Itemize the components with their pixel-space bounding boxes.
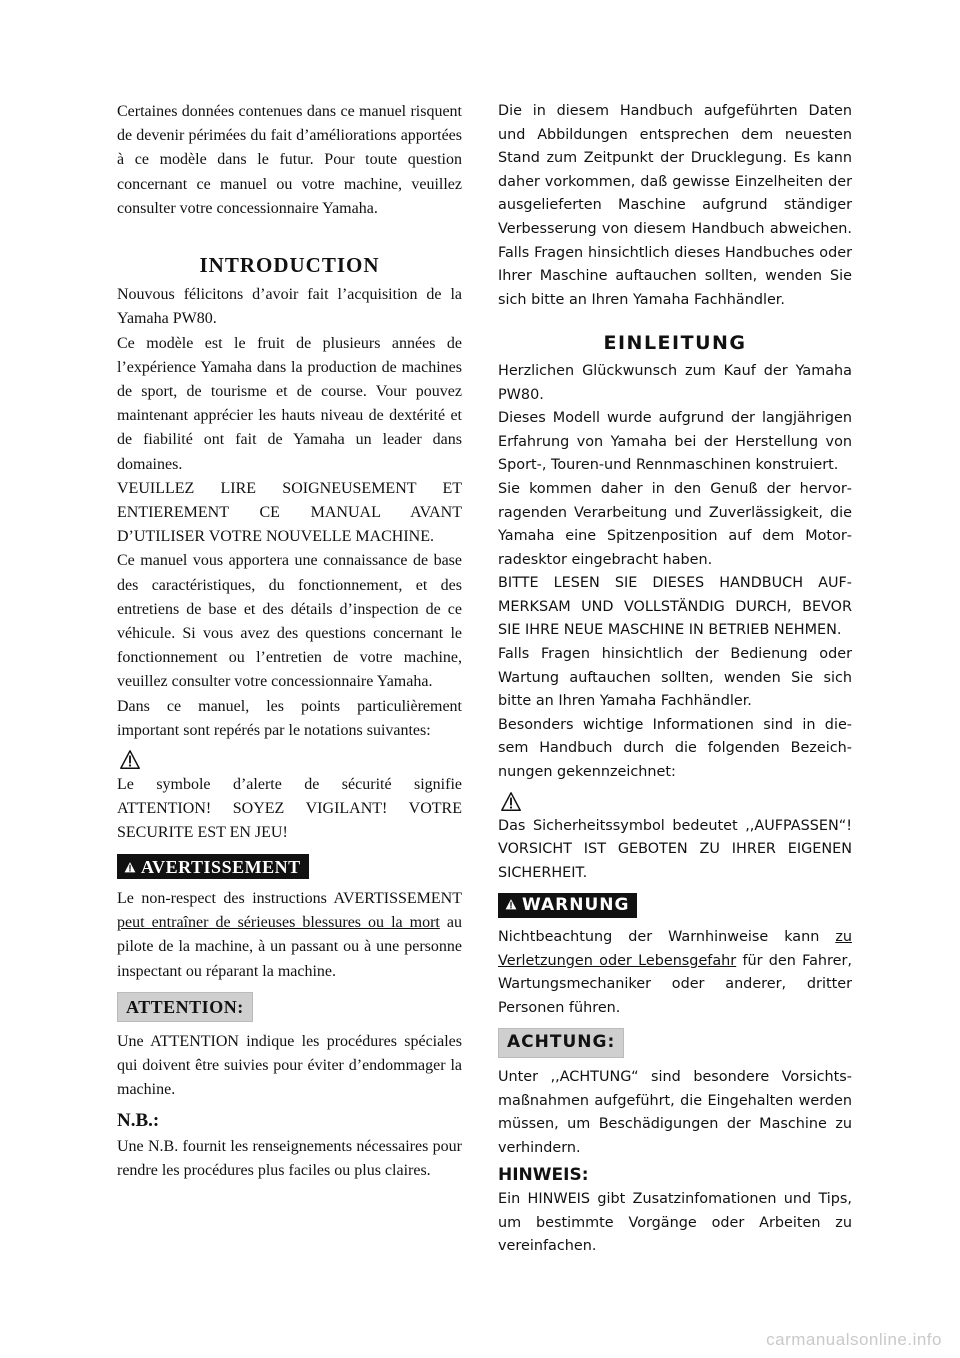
fr-paragraph-congrats: Nouvous félicitons d’avoir fait l’acquisition de la Yamaha PW80. bbox=[117, 286, 462, 328]
de-paragraph-experience: Dieses Modell wurde aufgrund der langjährigen Erfahrung von Yamaha bei der Herstellung von Sport-, Touren-und Rennmaschinen konstruiert. bbox=[498, 410, 852, 474]
fr-warning-label: AVERTISSEMENT bbox=[141, 856, 301, 877]
fr-warning-badge bbox=[117, 854, 309, 879]
de-paragraph-dealer: Falls Fragen hinsichtlich der Bedienung oder Wartung auftauchen sollten, wenden Sie sich bitte an Ihren Yamaha Fachhändler. bbox=[498, 646, 852, 710]
fr-nb-text: Une N.B. fournit les renseignements nécessaires pour rendre les procédures plus faciles ou plus claires. bbox=[117, 1137, 462, 1179]
de-safety-symbol-text: Das Sicherheitssymbol bedeutet ,,AUFPASSEN“! VORSICHT IST GEBOTEN ZU IHRER EIGENEN SICHERHEIT. bbox=[498, 817, 852, 881]
fr-warning-text-start: Le non-respect des instructions AVERTISSEMENT bbox=[117, 889, 462, 907]
safety-alert-icon bbox=[119, 749, 141, 771]
de-paragraph-quality: Sie kommen daher in den Genuß der hervorragenden Verarbeitung und Zuverlässigkeit, die Yamaha eine Spitzenposition auf dem Motorradesktor eingebracht haben. bbox=[498, 480, 852, 568]
fr-warning-text-underlined: peut entraîner de sérieuses blessures ou la mort bbox=[117, 914, 440, 932]
de-warning-text-underlined: zu Verletzungen oder Lebensgefahr bbox=[498, 929, 852, 969]
fr-warning-text bbox=[117, 887, 462, 984]
fr-paragraph-read-manual: VEUILLEZ LIRE SOIGNEUSEMENT ET ENTIEREMENT CE MANUAL AVANT D’UTILISER VOTRE NOUVELLE MACHINE. bbox=[117, 479, 462, 546]
fr-paragraph-manual-content: Ce manuel vous apportera une connaissance de base des caractéristiques, du fonctionnement, et des entretiens de base et des détails d’inspection de ce véhicule. Si vous avez des questions concernant le fonctionnement ou l’entretien de votre machine, veuillez consulter votre concessionnaire Yamaha. bbox=[117, 552, 462, 691]
de-paragraph-congrats: Herzlichen Glückwunsch zum Kauf der Yamaha PW80. bbox=[498, 362, 852, 403]
de-warning-label: WARNUNG bbox=[522, 895, 630, 916]
de-disclaimer: Die in diesem Handbuch aufgeführten Daten und Abbildungen entsprechen dem neuesten Stand zum Zeitpunkt der Drucklegung. Es kann daher vorkommen, daß gewisse Einzelheiten der ausgelieferten Maschine aufgrund ständiger Verbesserung von diesem Handbuch abweichen. Falls Fragen hinsichtlich dieses Handbuches oder Ihrer Maschine auftauchen sollten, wenden Sie sich bitte an Ihren Yamaha Fachhändler. bbox=[498, 103, 852, 308]
fr-paragraph-notations: Dans ce manuel, les points particulièrement important sont repérés par le notations suivantes: bbox=[117, 697, 462, 739]
de-warning-text-start: Nichtbeachtung der Warnhinweise kann bbox=[498, 929, 836, 945]
de-hinweis-text: Ein HINWEIS gibt Zusatzinfomationen und Tips, um bestimmte Vorgänge oder Arbeiten zu vereinfachen. bbox=[498, 1190, 852, 1255]
de-hinweis-label: HINWEIS: bbox=[498, 1165, 589, 1186]
fr-safety-symbol-text: Le symbole d’alerte de sécurité signifie ATTENTION! SOYEZ VIGILANT! VOTRE SECURITE EST EN JEU! bbox=[117, 776, 462, 842]
de-paragraph-read-manual: BITTE LESEN SIE DIESES HANDBUCH AUFMERKSAM UND VOLLSTÄNDIG DURCH, BEVOR SIE IHRE NEUE MASCHINE IN BETRIEB NEHMEN. bbox=[498, 575, 852, 639]
fr-disclaimer: Certaines données contenues dans ce manuel risquent de devenir périmées du fait d’améliorations apportées à ce modèle dans le futur. Pour toute question concernant ce manuel ou votre machine, veuillez consulter votre concessionnaire Yamaha. bbox=[117, 103, 462, 217]
de-achtung-badge: ACHTUNG: bbox=[498, 1028, 624, 1058]
de-paragraph-notations: Besonders wichtige Informationen sind in diesem Handbuch durch die folgenden Bezeichnungen gekennzeichnet: bbox=[498, 716, 852, 781]
watermark: carmanualsonline.info bbox=[766, 1330, 942, 1349]
de-warning-text-end: für den Fahrer, Wartungsmechaniker oder anderer, dritter Personen führen. bbox=[498, 952, 852, 1016]
french-column bbox=[117, 100, 462, 1183]
fr-nb-label: N.B.: bbox=[117, 1109, 160, 1131]
warning-triangle-icon bbox=[123, 861, 137, 874]
de-einleitung-heading: EINLEITUNG bbox=[603, 332, 747, 355]
fr-paragraph-experience: Ce modèle est le fruit de plusieurs années de l’expérience Yamaha dans la production de machines de sport, de tourisme et de course. Vour pouvez maintenant apprécier les hauts niveau de dextérité et de fiabilité ont fait de Yamaha un leader dans domaines. bbox=[117, 334, 462, 473]
de-achtung-text: Unter ,,ACHTUNG“ sind besondere Vorsichtsmaßnahmen aufgeführt, die Eingehalten werden müssen, um Beschädigungen der Maschine zu verhindern. bbox=[498, 1068, 852, 1156]
fr-attention-badge: ATTENTION: bbox=[117, 992, 253, 1022]
safety-alert-icon bbox=[500, 791, 522, 813]
de-warning-text bbox=[498, 926, 852, 1020]
fr-warning-text-end: au pilote de la machine, à un passant ou à une personne inspectant ou réparant la machine. bbox=[117, 914, 462, 980]
fr-introduction-heading: INTRODUCTION bbox=[199, 253, 380, 278]
fr-attention-text: Une ATTENTION indique les procédures spéciales qui doivent être suivies pour éviter d’endommager la machine. bbox=[117, 1032, 462, 1099]
warning-triangle-icon bbox=[504, 898, 518, 911]
de-warning-badge bbox=[498, 893, 637, 918]
german-column bbox=[498, 100, 852, 1259]
